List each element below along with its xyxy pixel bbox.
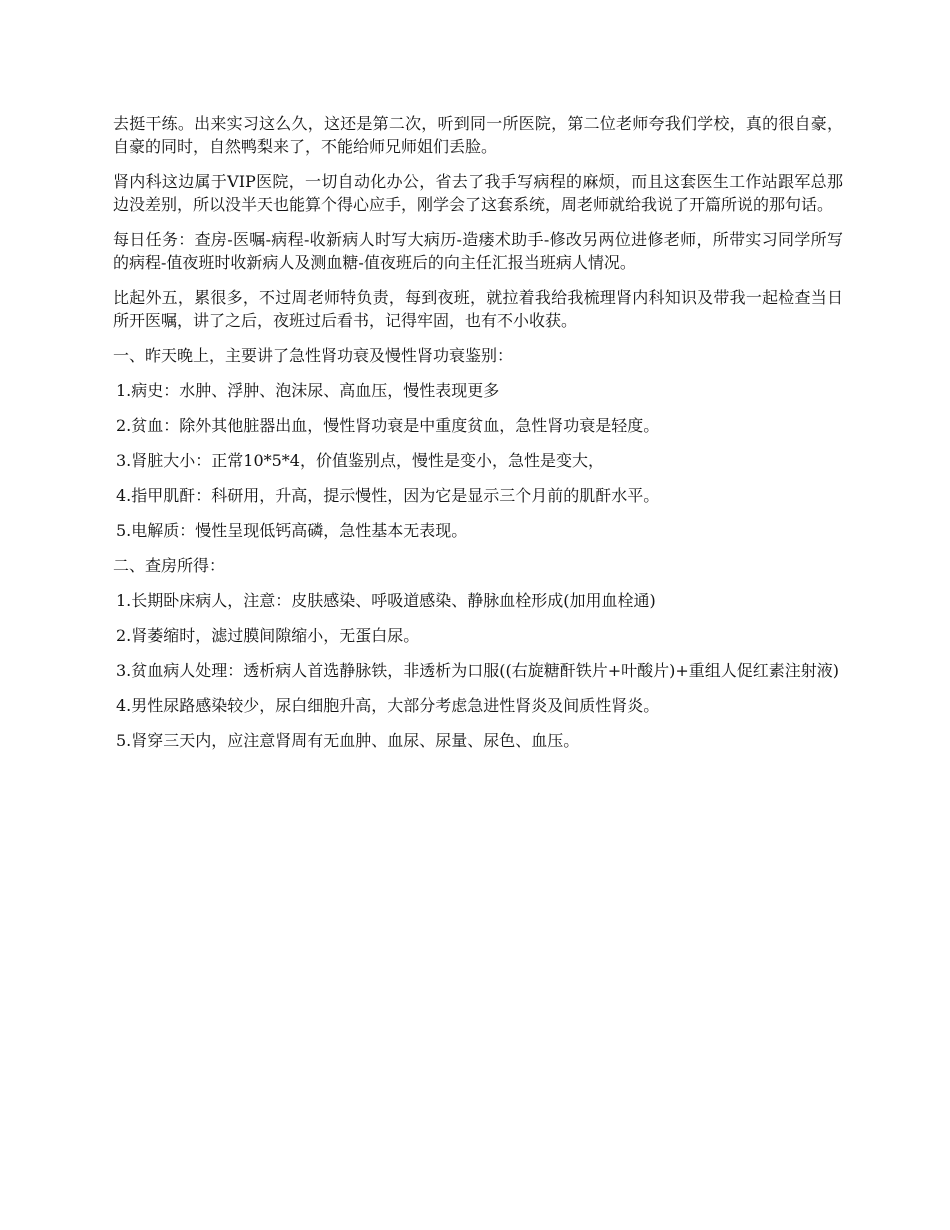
document-page xyxy=(113,112,843,764)
list-item: 2.肾萎缩时，滤过膜间隙缩小，无蛋白尿。 xyxy=(116,626,420,645)
list-item: 4.指甲肌酐：科研用，升高，提示慢性，因为它是显示三个月前的肌酐水平。 xyxy=(116,486,660,505)
list-item: 5.电解质：慢性呈现低钙高磷，急性基本无表现。 xyxy=(116,521,468,540)
paragraph-comparison: 比起外五，累很多，不过周老师特负责，每到夜班，就拉着我给我梳理肾内科知识及带我一起检查当日所开医嘱，讲了之后，夜班过后看书，记得牢固，也有不小收获。 xyxy=(113,288,843,330)
list-item: 2.贫血：除外其他脏器出血，慢性肾功衰是中重度贫血，急性肾功衰是轻度。 xyxy=(116,416,660,435)
paragraph-vip-hospital: 肾内科这边属于VIP医院，一切自动化办公，省去了我手写病程的麻烦，而且这套医生工作站跟军总那边没差别，所以没半天也能算个得心应手，刚学会了这套系统，周老师就给我说了开篇所说的那句话。 xyxy=(113,172,843,214)
list-item: 4.男性尿路感染较少，尿白细胞升高，大部分考虑急进性肾炎及间质性肾炎。 xyxy=(116,696,660,715)
list-item: 1.长期卧床病人，注意：皮肤感染、呼吸道感染、静脉血栓形成(加用血栓通) xyxy=(116,591,656,610)
paragraph-praise: 去挺干练。出来实习这么久，这还是第二次，听到同一所医院，第二位老师夸我们学校，真的很自豪，自豪的同时，自然鸭梨来了，不能给师兄师姐们丢脸。 xyxy=(113,114,843,156)
section1-heading: 一、昨天晚上，主要讲了急性肾功衰及慢性肾功衰鉴别： xyxy=(113,346,514,365)
list-item: 5.肾穿三天内，应注意肾周有无血肿、血尿、尿量、尿色、血压。 xyxy=(116,731,580,750)
paragraph-daily-tasks: 每日任务：查房-医嘱-病程-收新病人时写大病历-造瘘术助手-修改另两位进修老师，所带实习同学所写的病程-值夜班时收新病人及测血糖-值夜班后的向主任汇报当班病人情况。 xyxy=(113,230,843,272)
section2-heading: 二、查房所得： xyxy=(113,556,226,575)
list-item: 1.病史：水肿、浮肿、泡沫尿、高血压，慢性表现更多 xyxy=(116,381,500,400)
section2-list xyxy=(113,589,843,752)
section1-list xyxy=(113,379,843,542)
list-item: 3.肾脏大小：正常10*5*4，价值鉴别点，慢性是变小，急性是变大， xyxy=(116,451,604,470)
list-item: 3.贫血病人处理：透析病人首选静脉铁，非透析为口服((右旋糖酐铁片+叶酸片)+重组人促红素注射液) xyxy=(116,661,840,680)
